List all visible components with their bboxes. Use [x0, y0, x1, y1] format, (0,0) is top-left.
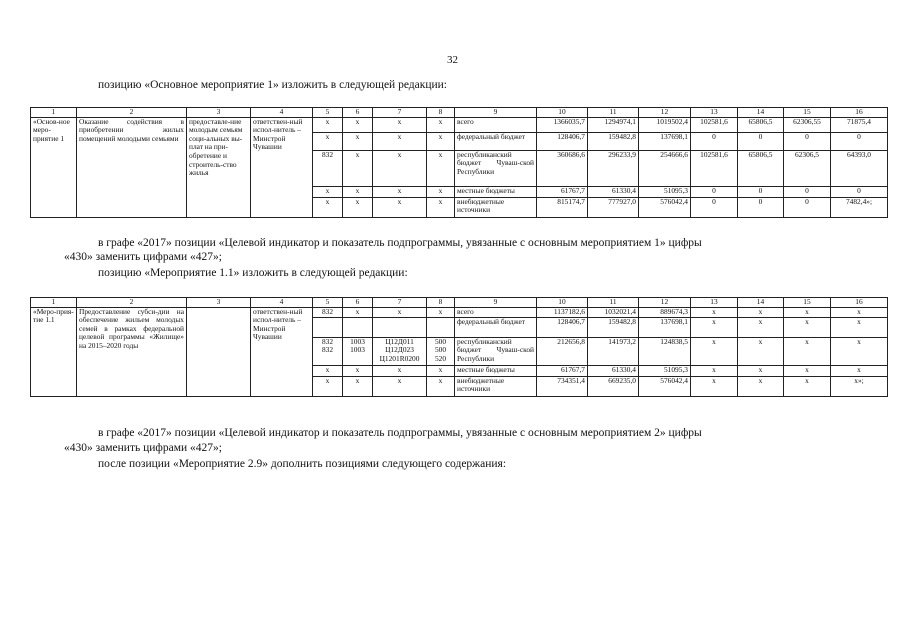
measure-cell [187, 307, 251, 396]
expense-type-code: 500 500 520 [427, 337, 455, 365]
col-header: 2 [77, 298, 187, 308]
value-2020: x»; [831, 376, 888, 396]
value-2020: x [831, 307, 888, 317]
col-header: 1 [31, 108, 77, 118]
target-article-code: x [373, 365, 427, 376]
value-2017: 0 [691, 132, 738, 150]
col-header: 3 [187, 108, 251, 118]
funding-source-code: x [313, 376, 343, 396]
value-2017: 0 [691, 186, 738, 197]
value-2016: 137698,1 [639, 317, 691, 337]
value-2014: 61767,7 [537, 186, 588, 197]
value-2019: x [784, 337, 831, 365]
table-row [31, 117, 888, 132]
expense-type-code: x [427, 150, 455, 186]
paragraph-indicator-1-line1: в графе «2017» позиции «Целевой индикатор и показатель подпрограммы, увязанные с основным мероприятием 1» цифры [98, 237, 702, 249]
value-2020: x [831, 337, 888, 365]
value-2016: 137698,1 [639, 132, 691, 150]
paragraph-position-event-1-1: позицию «Мероприятие 1.1» изложить в следующей редакции: [98, 267, 408, 279]
value-2019: 0 [784, 197, 831, 217]
col-header: 10 [537, 108, 588, 118]
value-2018: x [738, 365, 784, 376]
paragraph-position-main-event-1: позицию «Основное мероприятие 1» изложить в следующей редакции: [98, 79, 447, 91]
value-2018: 65806,5 [738, 150, 784, 186]
value-2019: x [784, 307, 831, 317]
col-header: 7 [373, 108, 427, 118]
expense-type-code: x [427, 132, 455, 150]
expense-type-code: x [427, 307, 455, 317]
funding-source-code: x [313, 117, 343, 132]
col-header: 6 [343, 108, 373, 118]
value-2019: x [784, 317, 831, 337]
value-2017: x [691, 337, 738, 365]
expense-type-code: x [427, 197, 455, 217]
table-row [31, 307, 888, 317]
value-2014: 815174,7 [537, 197, 588, 217]
section-code: x [343, 376, 373, 396]
executor-cell: ответствен-ный испол-нитель – Минстрой Чувашии [251, 307, 313, 396]
funding-source-code: 832 832 [313, 337, 343, 365]
value-2019: x [784, 376, 831, 396]
value-2016: 254666,6 [639, 150, 691, 186]
value-2020: 7482,4»; [831, 197, 888, 217]
target-article-code: x [373, 117, 427, 132]
value-2015: 777927,0 [588, 197, 639, 217]
table-header-row [31, 108, 888, 118]
section-code [343, 317, 373, 337]
col-header: 2 [77, 108, 187, 118]
funding-source: всего [455, 307, 537, 317]
value-2018: 0 [738, 197, 784, 217]
col-header: 14 [738, 108, 784, 118]
value-2018: x [738, 376, 784, 396]
value-2015: 296233,9 [588, 150, 639, 186]
table-header-row [31, 298, 888, 308]
value-2019: x [784, 365, 831, 376]
col-header: 5 [313, 108, 343, 118]
target-article-code: x [373, 376, 427, 396]
measure-cell: предоставле-ние молодым семьям соци-альных вы-плат на при-обретение и строитель-ство жилья [187, 117, 251, 217]
section-code: x [343, 117, 373, 132]
section-code: x [343, 150, 373, 186]
paragraph-indicator-2-line2: «430» заменить цифрами «427»; [64, 442, 222, 454]
section-code: x [343, 365, 373, 376]
target-article-code: x [373, 132, 427, 150]
funding-source: внебюджетные источники [455, 376, 537, 396]
value-2017: x [691, 317, 738, 337]
value-2020: 0 [831, 132, 888, 150]
col-header: 13 [691, 298, 738, 308]
value-2020: 0 [831, 186, 888, 197]
value-2019: 0 [784, 132, 831, 150]
value-2015: 141973,2 [588, 337, 639, 365]
col-header: 16 [831, 298, 888, 308]
value-2018: 65806,5 [738, 117, 784, 132]
value-2015: 61330,4 [588, 186, 639, 197]
funding-source: республиканский бюджет Чуваш-ской Республики [455, 150, 537, 186]
col-header: 4 [251, 298, 313, 308]
funding-source-code [313, 317, 343, 337]
value-2018: x [738, 307, 784, 317]
funding-source: федеральный бюджет [455, 317, 537, 337]
executor-cell: ответствен-ный испол-нитель – Минстрой Чувашии [251, 117, 313, 217]
value-2017: 0 [691, 197, 738, 217]
col-header: 14 [738, 298, 784, 308]
value-2015: 159482,8 [588, 317, 639, 337]
value-2019: 0 [784, 186, 831, 197]
value-2020: x [831, 365, 888, 376]
funding-source-code: x [313, 186, 343, 197]
funding-source-code: 832 [313, 150, 343, 186]
value-2017: 102581,6 [691, 150, 738, 186]
value-2014: 360686,6 [537, 150, 588, 186]
value-2016: 51095,3 [639, 186, 691, 197]
value-2015: 1294974,1 [588, 117, 639, 132]
expense-type-code: x [427, 376, 455, 396]
value-2014: 1137182,6 [537, 307, 588, 317]
col-header: 15 [784, 298, 831, 308]
col-header: 16 [831, 108, 888, 118]
value-2014: 128406,7 [537, 317, 588, 337]
funding-source-code: x [313, 365, 343, 376]
expense-type-code [427, 317, 455, 337]
value-2017: x [691, 376, 738, 396]
paragraph-indicator-2-line1: в графе «2017» позиции «Целевой индикатор и показатель подпрограммы, увязанные с основным мероприятием 2» цифры [98, 427, 702, 439]
page-number: 32 [447, 54, 458, 66]
funding-source: местные бюджеты [455, 186, 537, 197]
funding-source: внебюджетные источники [455, 197, 537, 217]
target-article-code [373, 317, 427, 337]
target-article-code: Ц12Д011 Ц12Д023 Ц1201R0200 [373, 337, 427, 365]
funding-source-code: x [313, 132, 343, 150]
value-2016: 889674,3 [639, 307, 691, 317]
value-2020: 64393,0 [831, 150, 888, 186]
expense-type-code: x [427, 117, 455, 132]
value-2018: x [738, 317, 784, 337]
event-name-cell: Предоставление субси-дии на обеспечение жильем молодых семей в рамках федеральной целевой программы «Жилище» на 2015–2020 годы [77, 307, 187, 396]
value-2015: 1032021,4 [588, 307, 639, 317]
value-2018: 0 [738, 186, 784, 197]
section-code: x [343, 307, 373, 317]
event-number-cell: «Меро-прия-тие 1.1 [31, 307, 77, 396]
value-2018: x [738, 337, 784, 365]
col-header: 9 [455, 108, 537, 118]
table-event-1-1 [30, 297, 888, 397]
col-header: 12 [639, 108, 691, 118]
value-2016: 576042,4 [639, 376, 691, 396]
col-header: 6 [343, 298, 373, 308]
section-code: 1003 1003 [343, 337, 373, 365]
col-header: 10 [537, 298, 588, 308]
section-code: x [343, 186, 373, 197]
paragraph-indicator-1-line2: «430» заменить цифрами «427»; [64, 251, 222, 263]
value-2014: 734351,4 [537, 376, 588, 396]
value-2016: 51095,3 [639, 365, 691, 376]
col-header: 13 [691, 108, 738, 118]
col-header: 15 [784, 108, 831, 118]
value-2014: 212656,8 [537, 337, 588, 365]
event-number-cell: «Основ-ное меро-приятие 1 [31, 117, 77, 217]
col-header: 7 [373, 298, 427, 308]
target-article-code: x [373, 197, 427, 217]
section-code: x [343, 197, 373, 217]
target-article-code: x [373, 150, 427, 186]
funding-source-code: 832 [313, 307, 343, 317]
value-2016: 576042,4 [639, 197, 691, 217]
section-code: x [343, 132, 373, 150]
funding-source: республиканский бюджет Чуваш-ской Республики [455, 337, 537, 365]
value-2020: 71875,4 [831, 117, 888, 132]
value-2014: 128406,7 [537, 132, 588, 150]
expense-type-code: x [427, 365, 455, 376]
value-2018: 0 [738, 132, 784, 150]
value-2017: x [691, 307, 738, 317]
value-2020: x [831, 317, 888, 337]
col-header: 1 [31, 298, 77, 308]
col-header: 8 [427, 298, 455, 308]
col-header: 4 [251, 108, 313, 118]
funding-source: местные бюджеты [455, 365, 537, 376]
col-header: 9 [455, 298, 537, 308]
col-header: 3 [187, 298, 251, 308]
event-name-cell: Оказание содействия в приобретении жилых помещений молодыми семьями [77, 117, 187, 217]
col-header: 8 [427, 108, 455, 118]
expense-type-code: x [427, 186, 455, 197]
value-2019: 62306,55 [784, 117, 831, 132]
funding-source: федеральный бюджет [455, 132, 537, 150]
target-article-code: x [373, 307, 427, 317]
target-article-code: x [373, 186, 427, 197]
value-2014: 61767,7 [537, 365, 588, 376]
paragraph-after-event-2-9: после позиции «Мероприятие 2.9» дополнить позициями следующего содержания: [98, 458, 507, 470]
value-2016: 124838,5 [639, 337, 691, 365]
value-2016: 1019502,4 [639, 117, 691, 132]
col-header: 11 [588, 108, 639, 118]
col-header: 11 [588, 298, 639, 308]
value-2015: 669235,0 [588, 376, 639, 396]
value-2015: 61330,4 [588, 365, 639, 376]
funding-source-code: x [313, 197, 343, 217]
table-main-event-1 [30, 107, 888, 218]
value-2019: 62306,5 [784, 150, 831, 186]
col-header: 12 [639, 298, 691, 308]
value-2017: x [691, 365, 738, 376]
value-2015: 159482,8 [588, 132, 639, 150]
funding-source: всего [455, 117, 537, 132]
value-2017: 102581,6 [691, 117, 738, 132]
value-2014: 1366035,7 [537, 117, 588, 132]
col-header: 5 [313, 298, 343, 308]
